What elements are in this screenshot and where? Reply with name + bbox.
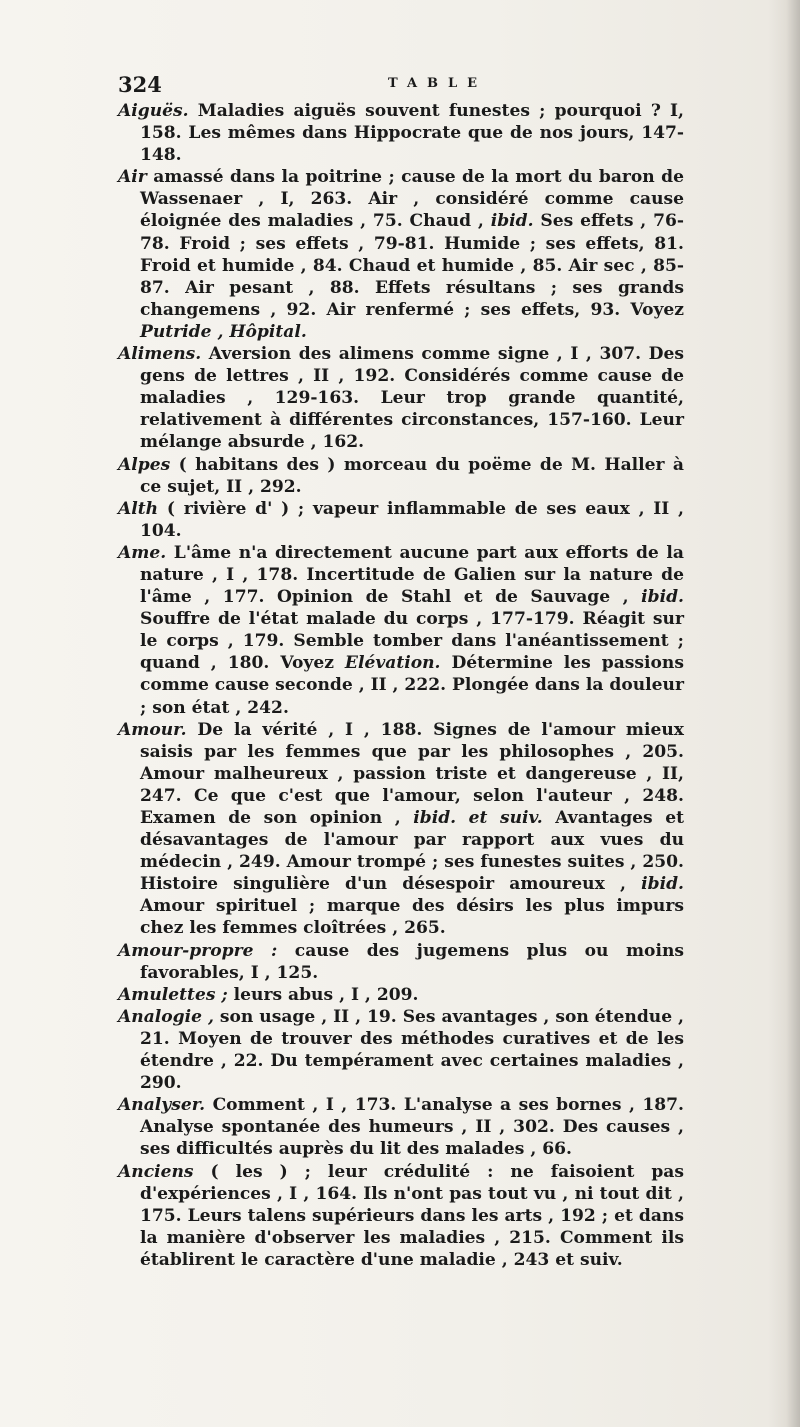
entry-text: Amour spirituel ; marque des désirs les plus impurs chez les femmes cloîtrées , 265. [140, 896, 684, 939]
entry-reference-italic: ibid. [641, 874, 684, 895]
entry-text: Détermine les passions comme cause seconde , II , 222. Plongée dans la douleur ; son état , 242. [140, 653, 684, 718]
entry-term: Analyser. [118, 1095, 206, 1116]
entry-text: Comment , I , 173. L'analyse a ses bornes , 187. Analyse spontanée des humeurs , II , 302. Des causes , ses difficultés auprès du lit des malades , 66. [140, 1095, 684, 1160]
entry-reference-italic: Elévation. [344, 653, 441, 674]
index-entries [118, 100, 684, 1271]
index-entry [118, 940, 684, 984]
entry-reference-italic: ibid. [641, 587, 684, 608]
entry-text: Maladies aiguës souvent funestes ; pourquoi ? I, 158. Les mêmes dans Hippocrate que de nos jours, 147-148. [140, 101, 684, 166]
index-entry [118, 542, 684, 719]
index-entry [118, 498, 684, 542]
entry-text: amassé dans la poitrine ; cause de la mort du baron de Wassenaer , I, 263. Air , considéré comme cause éloignée des maladies , 75. Chaud , [140, 167, 684, 232]
page-header [118, 70, 688, 100]
entry-text: ( habitans des ) morceau du poëme de M. Haller à ce sujet, II , 292. [140, 454, 684, 497]
entry-term: Amour. [118, 719, 187, 740]
entry-term: Alth [118, 498, 159, 519]
entry-text: De la vérité , I , 188. Signes de l'amour mieux saisis par les femmes que par les philosophes , 205. Amour malheureux , passion triste et dangereuse , II, 247. Ce que c'est que l'amour, selon l'auteur , 248. Examen de son opinion , [140, 719, 684, 828]
entry-term: Analogie , [118, 1006, 214, 1027]
entry-term: Amulettes ; [118, 984, 228, 1005]
entry-text: ( rivière d' ) ; vapeur inflammable de ses eaux , II , 104. [140, 498, 684, 541]
entry-term: Anciens [118, 1161, 194, 1182]
entry-text: Avantages et désavantages de l'amour par rapport aux vues du médecin , 249. Amour trompé ; ses funestes suites , 250. Histoire singulière d'un désespoir amoureux , [140, 808, 684, 895]
entry-text: Ses effets , 76-78. Froid ; ses effets , 79-81. Humide ; ses effets, 81. Froid et humide , 84. Chaud et humide , 85. Air sec , 85-87. Air pesant , 88. Effets résultans ; ses grands changemens , 92. Air renfermé ; ses effets, 93. Voyez [140, 211, 684, 320]
index-entry [118, 984, 684, 1006]
index-entry [118, 1161, 684, 1271]
entry-term: Aiguës. [118, 101, 189, 121]
index-entry [118, 454, 684, 498]
entry-reference-italic: Putride , Hôpital. [140, 321, 307, 342]
running-title: TABLE [388, 76, 488, 91]
page-number: 324 [118, 72, 162, 97]
index-entry [118, 343, 684, 453]
index-entry [118, 1094, 684, 1160]
entry-term: Alimens. [118, 344, 202, 365]
index-entry [118, 166, 684, 343]
entry-reference-italic: ibid. et suiv. [413, 808, 543, 828]
page-edge-shadow [786, 0, 800, 1427]
entry-term: Alpes [118, 454, 171, 475]
entry-reference-italic: ibid. [490, 211, 534, 232]
entry-text: ( les ) ; leur crédulité : ne faisoient pas d'expériences , I , 164. Ils n'ont pas tout vu , ni tout dit , 175. Leurs talens supérieurs dans les arts , 192 ; et dans la manière d'observer les maladies , 215. Comment ils établirent le caractère d'une maladie , 243 et suiv. [140, 1161, 684, 1270]
index-entry [118, 1006, 684, 1094]
entry-text: Souffre de l'état malade du corps , 177-179. Réagit sur le corps , 179. Semble tomber dans l'anéantissement ; quand , 180. Voyez [140, 609, 684, 674]
index-entry [118, 719, 684, 940]
entry-text: cause des jugemens plus ou moins favorables, I , 125. [140, 940, 685, 983]
entry-term: Ame. [118, 542, 167, 563]
entry-text: leurs abus , I , 209. [227, 984, 419, 1005]
entry-term: Air [118, 167, 147, 188]
entry-text: son usage , II , 19. Ses avantages , son étendue , 21. Moyen de trouver des méthodes curatives et de les étendre , 22. Du tempérament avec certaines maladies , 290. [140, 1006, 684, 1094]
entry-term: Amour-propre : [118, 940, 278, 961]
entry-text: Aversion des alimens comme signe , I , 307. Des gens de lettres , II , 192. Considérés comme cause de maladies , 129-163. Leur trop grande quantité, relativement à différentes circonstances, 157-160. Leur mélange absurde , 162. [140, 344, 684, 453]
index-entry [118, 100, 684, 166]
entry-text: L'âme n'a directement aucune part aux efforts de la nature , I , 178. Incertitude de Galien sur la nature de l'âme , 177. Opinion de Stahl et de Sauvage , [140, 542, 684, 608]
